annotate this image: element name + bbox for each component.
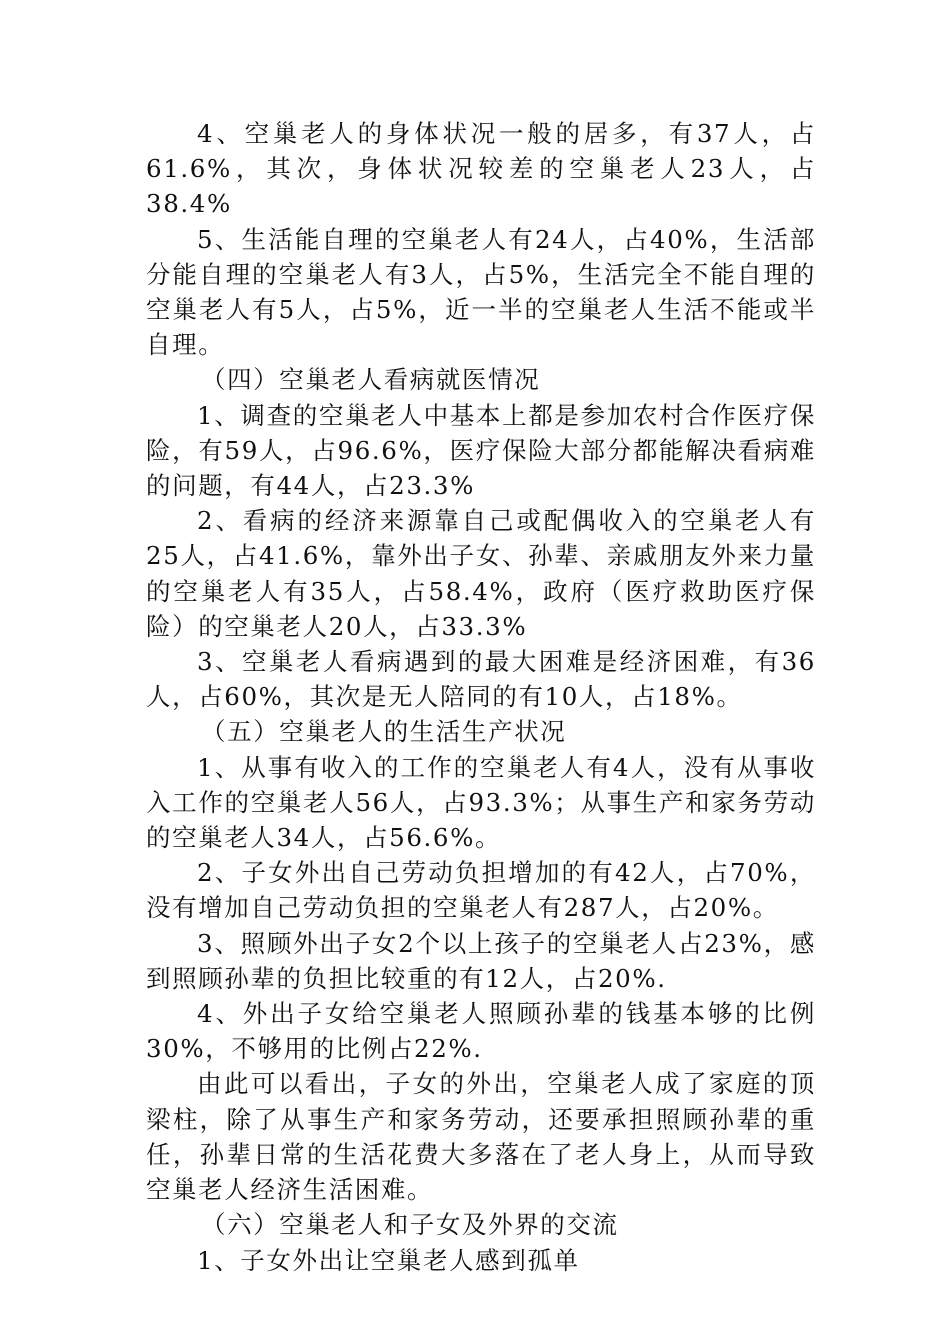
paragraph-health-status: 4、空巢老人的身体状况一般的居多，有37人，占61.6%，其次，身体状况较差的空巢老人23人，占38.4%: [146, 119, 816, 219]
paragraph-insurance: 1、调查的空巢老人中基本上都是参加农村合作医疗保险，有59人，占96.6%，医疗保险大部分都能解决看病难的问题，有44人，占23.3%: [146, 400, 816, 501]
paragraph-medical-funding: 2、看病的经济来源靠自己或配偶收入的空巢老人有25人，占41.6%，靠外出子女、孙辈、亲戚朋友外来力量的空巢老人有35人，占58.4%，政府（医疗救助医疗保险）的空巢老人20人，占33.3%: [146, 506, 816, 641]
paragraph-self-care: 5、生活能自理的空巢老人有24人，占40%，生活部分能自理的空巢老人有3人，占5%，生活完全不能自理的空巢老人有5人，占5%，近一半的空巢老人生活不能或半自理。: [146, 224, 816, 360]
section-heading-living: （五）空巢老人的生活生产状况: [201, 717, 567, 747]
paragraph-loneliness: 1、子女外出让空巢老人感到孤单: [197, 1245, 580, 1275]
paragraph-summary: 由此可以看出，子女的外出，空巢老人成了家庭的顶梁柱，除了从事生产和家务劳动，还要承担照顾孙辈的重任，孙辈日常的生活花费大多落在了老人身上，从而导致空巢老人经济生活困难。: [146, 1069, 816, 1205]
paragraph-income-work: 1、从事有收入的工作的空巢老人有4人，没有从事收入工作的空巢老人56人，占93.3%；从事生产和家务劳动的空巢老人34人，占56.6%。: [146, 752, 816, 853]
document-body: [146, 116, 816, 1278]
paragraph-labor-burden: 2、子女外出自己劳动负担增加的有42人，占70%，没有增加自己劳动负担的空巢老人有287人，占20%。: [146, 858, 816, 923]
section-heading-medical: （四）空巢老人看病就医情况: [201, 365, 541, 395]
paragraph-grandchild-care: 3、照顾外出子女2个以上孩子的空巢老人占23%，感到照顾孙辈的负担比较重的有12人，占20%.: [146, 928, 816, 993]
paragraph-medical-difficulty: 3、空巢老人看病遇到的最大困难是经济困难，有36人，占60%，其次是无人陪同的有10人，占18%。: [146, 647, 816, 712]
paragraph-care-money: 4、外出子女给空巢老人照顾孙辈的钱基本够的比例30%，不够用的比例占22%.: [146, 999, 816, 1064]
section-heading-communication: （六）空巢老人和子女及外界的交流: [201, 1210, 619, 1240]
